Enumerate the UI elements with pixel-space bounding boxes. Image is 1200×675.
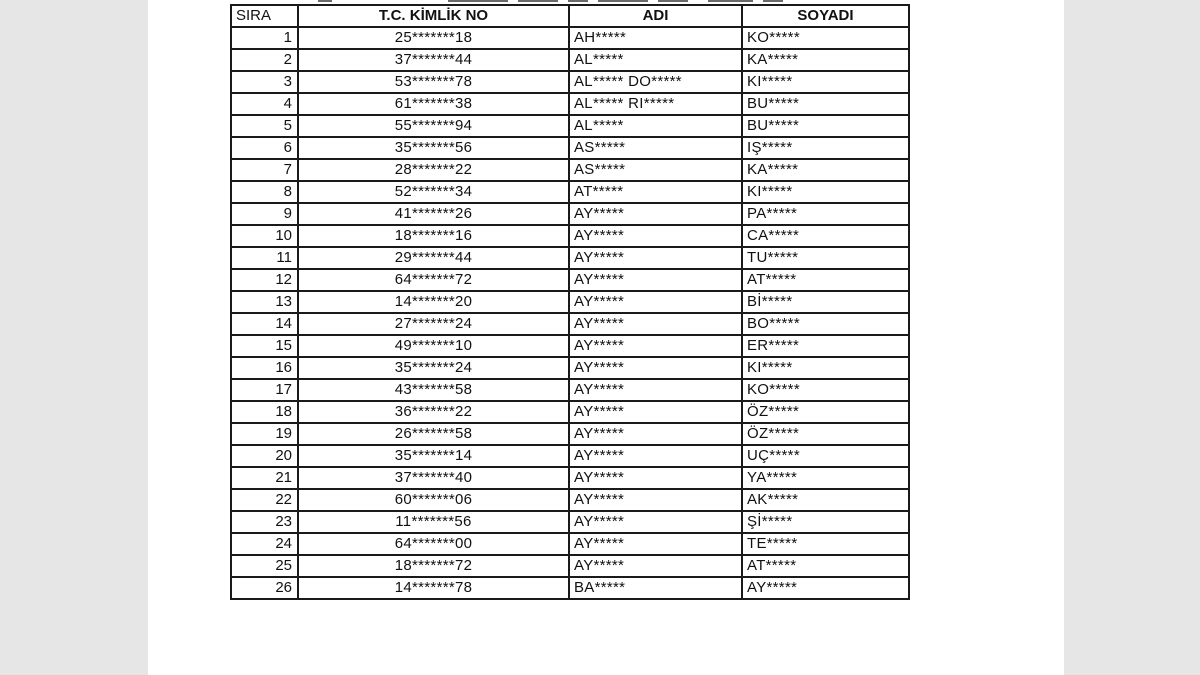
first-name: AY***** xyxy=(569,379,742,401)
table-row xyxy=(231,71,909,93)
row-number: 7 xyxy=(231,159,298,181)
first-name: AY***** xyxy=(569,445,742,467)
header-soyadi: SOYADI xyxy=(742,5,909,27)
table-row xyxy=(231,379,909,401)
last-name: UÇ***** xyxy=(742,445,909,467)
table-row xyxy=(231,577,909,599)
last-name: KA***** xyxy=(742,159,909,181)
tc-kimlik-no: 26*******58 xyxy=(298,423,569,445)
first-name: AY***** xyxy=(569,335,742,357)
tc-kimlik-no: 43*******58 xyxy=(298,379,569,401)
tc-kimlik-no: 53*******78 xyxy=(298,71,569,93)
last-name: KO***** xyxy=(742,27,909,49)
tc-kimlik-no: 37*******40 xyxy=(298,467,569,489)
last-name: Şİ***** xyxy=(742,511,909,533)
tc-kimlik-no: 14*******20 xyxy=(298,291,569,313)
last-name: KA***** xyxy=(742,49,909,71)
row-number: 4 xyxy=(231,93,298,115)
table-row xyxy=(231,335,909,357)
row-number: 6 xyxy=(231,137,298,159)
first-name: AY***** xyxy=(569,225,742,247)
table-row xyxy=(231,423,909,445)
header-tc-kimlik-no: T.C. KİMLİK NO xyxy=(298,5,569,27)
tc-kimlik-no: 25*******18 xyxy=(298,27,569,49)
table-row xyxy=(231,159,909,181)
last-name: BO***** xyxy=(742,313,909,335)
tc-kimlik-no: 11*******56 xyxy=(298,511,569,533)
last-name: CA***** xyxy=(742,225,909,247)
row-number: 26 xyxy=(231,577,298,599)
last-name: AT***** xyxy=(742,269,909,291)
tc-kimlik-no: 29*******44 xyxy=(298,247,569,269)
last-name: AK***** xyxy=(742,489,909,511)
last-name: KI***** xyxy=(742,71,909,93)
table-row xyxy=(231,357,909,379)
table-row xyxy=(231,137,909,159)
first-name: AT***** xyxy=(569,181,742,203)
row-number: 8 xyxy=(231,181,298,203)
table-header-row xyxy=(231,5,909,27)
first-name: AL***** RI***** xyxy=(569,93,742,115)
last-name: ÖZ***** xyxy=(742,423,909,445)
table-row xyxy=(231,225,909,247)
row-number: 25 xyxy=(231,555,298,577)
row-number: 9 xyxy=(231,203,298,225)
last-name: TU***** xyxy=(742,247,909,269)
row-number: 11 xyxy=(231,247,298,269)
table-row xyxy=(231,115,909,137)
first-name: AH***** xyxy=(569,27,742,49)
first-name: AY***** xyxy=(569,511,742,533)
last-name: KI***** xyxy=(742,181,909,203)
first-name: AY***** xyxy=(569,269,742,291)
header-adi: ADI xyxy=(569,5,742,27)
tc-kimlik-no: 35*******24 xyxy=(298,357,569,379)
row-number: 1 xyxy=(231,27,298,49)
table-row xyxy=(231,533,909,555)
tc-kimlik-no: 27*******24 xyxy=(298,313,569,335)
last-name: BU***** xyxy=(742,93,909,115)
table-row xyxy=(231,445,909,467)
row-number: 10 xyxy=(231,225,298,247)
row-number: 19 xyxy=(231,423,298,445)
table-row xyxy=(231,555,909,577)
table-row xyxy=(231,401,909,423)
document-page xyxy=(148,0,1064,675)
tc-kimlik-no: 37*******44 xyxy=(298,49,569,71)
first-name: AY***** xyxy=(569,291,742,313)
row-number: 17 xyxy=(231,379,298,401)
first-name: AY***** xyxy=(569,357,742,379)
row-number: 15 xyxy=(231,335,298,357)
tc-kimlik-no: 61*******38 xyxy=(298,93,569,115)
row-number: 24 xyxy=(231,533,298,555)
row-number: 5 xyxy=(231,115,298,137)
row-number: 13 xyxy=(231,291,298,313)
last-name: IŞ***** xyxy=(742,137,909,159)
tc-kimlik-no: 52*******34 xyxy=(298,181,569,203)
first-name: AY***** xyxy=(569,555,742,577)
last-name: YA***** xyxy=(742,467,909,489)
first-name: AL***** xyxy=(569,115,742,137)
last-name: AY***** xyxy=(742,577,909,599)
participant-table xyxy=(230,4,910,600)
table-row xyxy=(231,467,909,489)
tc-kimlik-no: 18*******16 xyxy=(298,225,569,247)
first-name: BA***** xyxy=(569,577,742,599)
row-number: 12 xyxy=(231,269,298,291)
tc-kimlik-no: 35*******56 xyxy=(298,137,569,159)
first-name: AS***** xyxy=(569,159,742,181)
first-name: AL***** DO***** xyxy=(569,71,742,93)
first-name: AY***** xyxy=(569,489,742,511)
last-name: ÖZ***** xyxy=(742,401,909,423)
header-sira: SIRA xyxy=(231,5,298,27)
table-row xyxy=(231,247,909,269)
row-number: 18 xyxy=(231,401,298,423)
table-row xyxy=(231,313,909,335)
row-number: 23 xyxy=(231,511,298,533)
table-row xyxy=(231,291,909,313)
row-number: 3 xyxy=(231,71,298,93)
row-number: 16 xyxy=(231,357,298,379)
tc-kimlik-no: 55*******94 xyxy=(298,115,569,137)
first-name: AY***** xyxy=(569,467,742,489)
table-row xyxy=(231,489,909,511)
row-number: 20 xyxy=(231,445,298,467)
first-name: AY***** xyxy=(569,533,742,555)
row-number: 22 xyxy=(231,489,298,511)
first-name: AY***** xyxy=(569,247,742,269)
last-name: KI***** xyxy=(742,357,909,379)
last-name: BU***** xyxy=(742,115,909,137)
tc-kimlik-no: 35*******14 xyxy=(298,445,569,467)
tc-kimlik-no: 18*******72 xyxy=(298,555,569,577)
last-name: Bİ***** xyxy=(742,291,909,313)
table-row xyxy=(231,27,909,49)
table-row xyxy=(231,181,909,203)
table-row xyxy=(231,203,909,225)
tc-kimlik-no: 64*******72 xyxy=(298,269,569,291)
row-number: 21 xyxy=(231,467,298,489)
tc-kimlik-no: 28*******22 xyxy=(298,159,569,181)
tc-kimlik-no: 36*******22 xyxy=(298,401,569,423)
last-name: KO***** xyxy=(742,379,909,401)
first-name: AY***** xyxy=(569,401,742,423)
row-number: 2 xyxy=(231,49,298,71)
first-name: AY***** xyxy=(569,203,742,225)
table-row xyxy=(231,511,909,533)
last-name: ER***** xyxy=(742,335,909,357)
last-name: AT***** xyxy=(742,555,909,577)
table-row xyxy=(231,269,909,291)
first-name: AY***** xyxy=(569,423,742,445)
table-row xyxy=(231,93,909,115)
table-row xyxy=(231,49,909,71)
first-name: AS***** xyxy=(569,137,742,159)
row-number: 14 xyxy=(231,313,298,335)
last-name: PA***** xyxy=(742,203,909,225)
first-name: AL***** xyxy=(569,49,742,71)
last-name: TE***** xyxy=(742,533,909,555)
tc-kimlik-no: 64*******00 xyxy=(298,533,569,555)
first-name: AY***** xyxy=(569,313,742,335)
tc-kimlik-no: 41*******26 xyxy=(298,203,569,225)
tc-kimlik-no: 14*******78 xyxy=(298,577,569,599)
tc-kimlik-no: 60*******06 xyxy=(298,489,569,511)
tc-kimlik-no: 49*******10 xyxy=(298,335,569,357)
